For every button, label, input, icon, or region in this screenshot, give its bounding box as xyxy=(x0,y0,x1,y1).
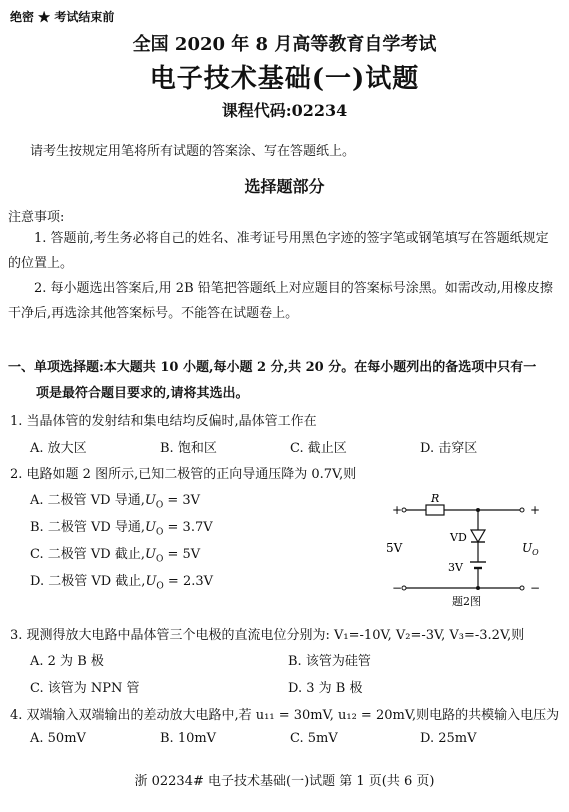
question-1-option-b: B. 饱和区 xyxy=(160,441,217,456)
confidential-label: 绝密 ★ 考试结束前 xyxy=(10,10,115,24)
voltage-sub: O xyxy=(155,500,164,511)
note-item-2: 2. 每小题选出答案后,用 2B 铅笔把答题纸上对应题目的答案标号涂黑。如需改动,用橡皮擦干净后,再选涂其他答案标号。不能答在试题卷上。 xyxy=(8,281,553,321)
junction-node xyxy=(476,586,480,590)
page-title: 电子技术基础(一)试题 xyxy=(149,64,420,94)
diode-symbol xyxy=(471,530,485,542)
option-text: C. 二极管 VD 截止, xyxy=(30,547,145,562)
part-one-heading-line1: 一、单项选择题:本大题共 10 小题,每小题 2 分,共 20 分。在每小题列出的备选项中只有一 xyxy=(8,360,537,375)
output-var: U xyxy=(522,541,533,555)
resistor-label: R xyxy=(431,492,440,505)
diode-label: VD xyxy=(450,531,467,544)
notes-heading: 注意事项: xyxy=(8,210,65,225)
question-4-option-a: A. 50mV xyxy=(30,731,86,746)
question-1-stem: 1. 当晶体管的发射结和集电结均反偏时,晶体管工作在 xyxy=(10,414,317,429)
plus-terminal-right: + xyxy=(530,503,541,517)
question-1-option-c: C. 截止区 xyxy=(290,441,347,456)
instruction-text: 请考生按规定用笔将所有试题的答案涂、写在答题纸上。 xyxy=(30,144,356,159)
voltage-var: U xyxy=(145,520,156,535)
minus-terminal-right: − xyxy=(530,581,541,595)
question-3-option-c: C. 该管为 NPN 管 xyxy=(30,681,140,696)
resistor xyxy=(426,505,444,515)
question-3-option-b: B. 该管为硅管 xyxy=(288,654,371,669)
exam-session: 全国 2020 年 8 月高等教育自学考试 xyxy=(132,34,437,55)
part-one-heading-line2: 项是最符合题目要求的,请将其选出。 xyxy=(36,386,249,401)
question-4-option-d: D. 25mV xyxy=(420,731,477,746)
battery-label: 3V xyxy=(448,561,463,574)
note-item-1: 1. 答题前,考生务必将自己的姓名、准考证号用黑色字迹的签字笔或钢笔填写在答题纸规定的位置上。 xyxy=(8,231,549,271)
source-label: 5V xyxy=(386,541,403,555)
option-text: B. 二极管 VD 导通, xyxy=(30,520,146,535)
voltage-sub: O xyxy=(156,527,164,538)
question-4-option-b: B. 10mV xyxy=(160,731,217,746)
circuit-diagram xyxy=(380,490,560,610)
course-code: 课程代码:02234 xyxy=(221,101,348,120)
output-sub: O xyxy=(532,548,539,557)
figure-caption: 题2图 xyxy=(452,595,481,608)
option-value: = 5V xyxy=(163,547,201,562)
minus-terminal-left: − xyxy=(392,581,403,595)
option-value: = 2.3V xyxy=(163,574,214,589)
page-footer: 浙 02234# 电子技术基础(一)试题 第 1 页(共 6 页) xyxy=(134,774,435,789)
voltage-var: U xyxy=(144,493,156,508)
question-2-option-b xyxy=(30,516,213,538)
terminal-node xyxy=(402,508,406,512)
option-text: A. 二极管 VD 导通, xyxy=(30,493,145,508)
question-4-option-c: C. 5mV xyxy=(290,731,338,746)
question-2-stem: 2. 电路如题 2 图所示,已知二极管的正向导通压降为 0.7V,则 xyxy=(10,467,357,482)
voltage-var: U xyxy=(144,547,156,562)
voltage-sub: O xyxy=(155,554,164,565)
terminal-node xyxy=(520,586,524,590)
question-2-option-d xyxy=(30,570,213,592)
option-value: = 3.7V xyxy=(163,520,213,535)
question-4-stem: 4. 双端输入双端输出的差动放大电路中,若 u₁₁ = 30mV, u₁₂ = 20mV,则电路的共模输入电压为 xyxy=(10,708,560,723)
question-2-option-a xyxy=(30,489,200,511)
terminal-node xyxy=(520,508,524,512)
option-value: = 3V xyxy=(163,493,201,508)
option-text: D. 二极管 VD 截止, xyxy=(30,574,146,589)
question-3-stem: 3. 现测得放大电路中晶体管三个电极的直流电位分别为: V₁=-10V, V₂=-3V, V₃=-3.2V,则 xyxy=(10,628,525,643)
question-1-option-d: D. 击穿区 xyxy=(420,441,478,456)
question-3-option-a: A. 2 为 B 极 xyxy=(30,654,104,669)
voltage-sub: O xyxy=(156,581,164,592)
output-label xyxy=(522,541,539,557)
question-2-option-c xyxy=(30,543,200,565)
section-title: 选择题部分 xyxy=(244,177,325,196)
plus-terminal-left: + xyxy=(392,503,403,517)
question-1-option-a: A. 放大区 xyxy=(30,441,87,456)
voltage-var: U xyxy=(145,574,157,589)
terminal-node xyxy=(402,586,406,590)
question-3-option-d: D. 3 为 B 极 xyxy=(288,681,363,696)
